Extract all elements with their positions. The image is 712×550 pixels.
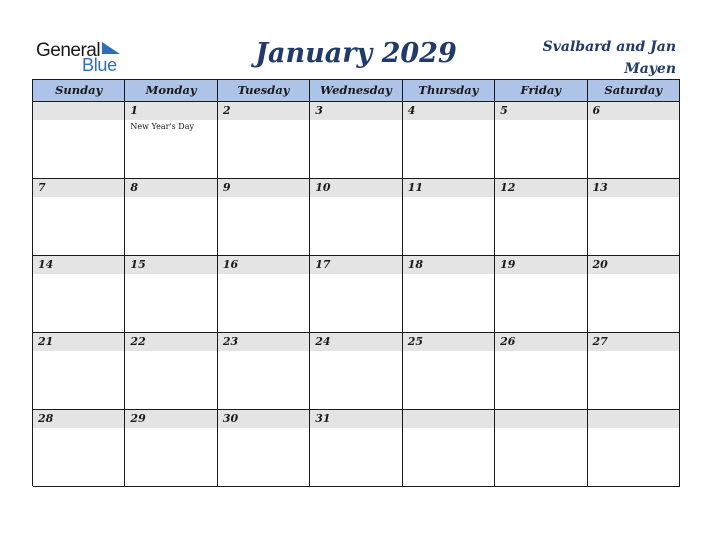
weeks-container: [33, 102, 680, 487]
day-band: [125, 179, 216, 197]
day-number: 8: [130, 181, 139, 194]
week-row: [33, 256, 680, 333]
day-band: [588, 102, 679, 120]
day-cell: [310, 102, 402, 179]
day-cell: [125, 256, 217, 333]
day-number: 7: [38, 181, 46, 194]
day-number: 27: [592, 335, 608, 348]
day-number: 25: [407, 335, 423, 348]
day-cell: [588, 333, 680, 410]
day-band: [310, 102, 401, 120]
day-band: [218, 102, 309, 120]
day-cell: [495, 333, 587, 410]
day-cell: [218, 102, 310, 179]
day-number: 9: [222, 181, 231, 194]
weekday-header-row: [33, 80, 680, 102]
day-cell: [218, 333, 310, 410]
day-number: 10: [315, 181, 331, 194]
day-number: 20: [592, 258, 608, 271]
day-cell: [310, 333, 402, 410]
day-number: 1: [130, 104, 139, 117]
weekday-header: Sunday: [33, 80, 125, 102]
day-cell: [310, 256, 402, 333]
generalblue-logo: [36, 40, 136, 76]
day-number: 21: [38, 335, 54, 348]
day-band: [33, 102, 124, 120]
day-cell: [403, 256, 495, 333]
weekday-header: Wednesday: [310, 80, 402, 102]
day-number: 26: [500, 335, 516, 348]
day-cell: [588, 179, 680, 256]
calendar-grid: [32, 79, 680, 486]
day-number: 24: [315, 335, 331, 348]
day-number: 3: [315, 104, 323, 117]
weekday-header: Saturday: [588, 80, 680, 102]
day-cell: [495, 179, 587, 256]
week-row: [33, 102, 680, 179]
day-cell: [310, 179, 402, 256]
logo-text-general: General: [36, 40, 101, 61]
logo-text-blue: Blue: [82, 55, 117, 75]
weekday-header: Monday: [125, 80, 217, 102]
day-number: 12: [500, 181, 516, 194]
day-number: 13: [592, 181, 608, 194]
week-row: [33, 333, 680, 410]
day-band: [495, 410, 586, 428]
day-cell: [33, 256, 125, 333]
calendar-title: January 2029: [255, 38, 457, 69]
day-cell: [125, 102, 217, 179]
weekday-header: Thursday: [403, 80, 495, 102]
day-cell: [33, 333, 125, 410]
day-cell: [218, 256, 310, 333]
day-number: 16: [222, 258, 239, 271]
day-number: 11: [407, 181, 423, 194]
day-event: New Year's Day: [130, 122, 195, 131]
day-cell: [33, 102, 125, 179]
day-number: 6: [592, 104, 601, 117]
day-number: 29: [130, 412, 146, 425]
day-number: 15: [130, 258, 146, 271]
day-number: 30: [222, 412, 239, 425]
day-number: 5: [500, 104, 508, 117]
day-band: [403, 102, 494, 120]
day-number: 17: [315, 258, 331, 271]
day-cell: [125, 179, 217, 256]
day-cell: [403, 410, 495, 487]
day-cell: [403, 102, 495, 179]
day-cell: [403, 179, 495, 256]
day-cell: [218, 410, 310, 487]
day-number: 2: [222, 104, 231, 117]
day-band: [588, 410, 679, 428]
day-number: 14: [38, 258, 54, 271]
day-number: 19: [500, 258, 516, 271]
week-row: [33, 410, 680, 487]
day-number: 28: [38, 412, 54, 425]
region-name: Svalbard and Jan Mayen: [542, 39, 676, 77]
day-cell: [588, 102, 680, 179]
day-cell: [495, 256, 587, 333]
day-number: 23: [222, 335, 239, 348]
day-number: 31: [315, 412, 331, 425]
day-band: [403, 410, 494, 428]
day-cell: [588, 410, 680, 487]
day-cell: [218, 179, 310, 256]
day-band: [218, 179, 309, 197]
weekday-header: Tuesday: [218, 80, 310, 102]
day-band: [495, 102, 586, 120]
day-cell: [33, 410, 125, 487]
day-cell: [588, 256, 680, 333]
day-band: [125, 102, 216, 120]
day-cell: [495, 102, 587, 179]
day-number: 4: [407, 104, 416, 117]
week-row: [33, 179, 680, 256]
day-cell: [125, 333, 217, 410]
day-cell: [495, 410, 587, 487]
day-number: 18: [407, 258, 423, 271]
day-number: 22: [130, 335, 146, 348]
day-cell: [403, 333, 495, 410]
day-band: [33, 179, 124, 197]
weekday-header: Friday: [495, 80, 587, 102]
day-cell: [125, 410, 217, 487]
day-cell: [310, 410, 402, 487]
day-cell: [33, 179, 125, 256]
